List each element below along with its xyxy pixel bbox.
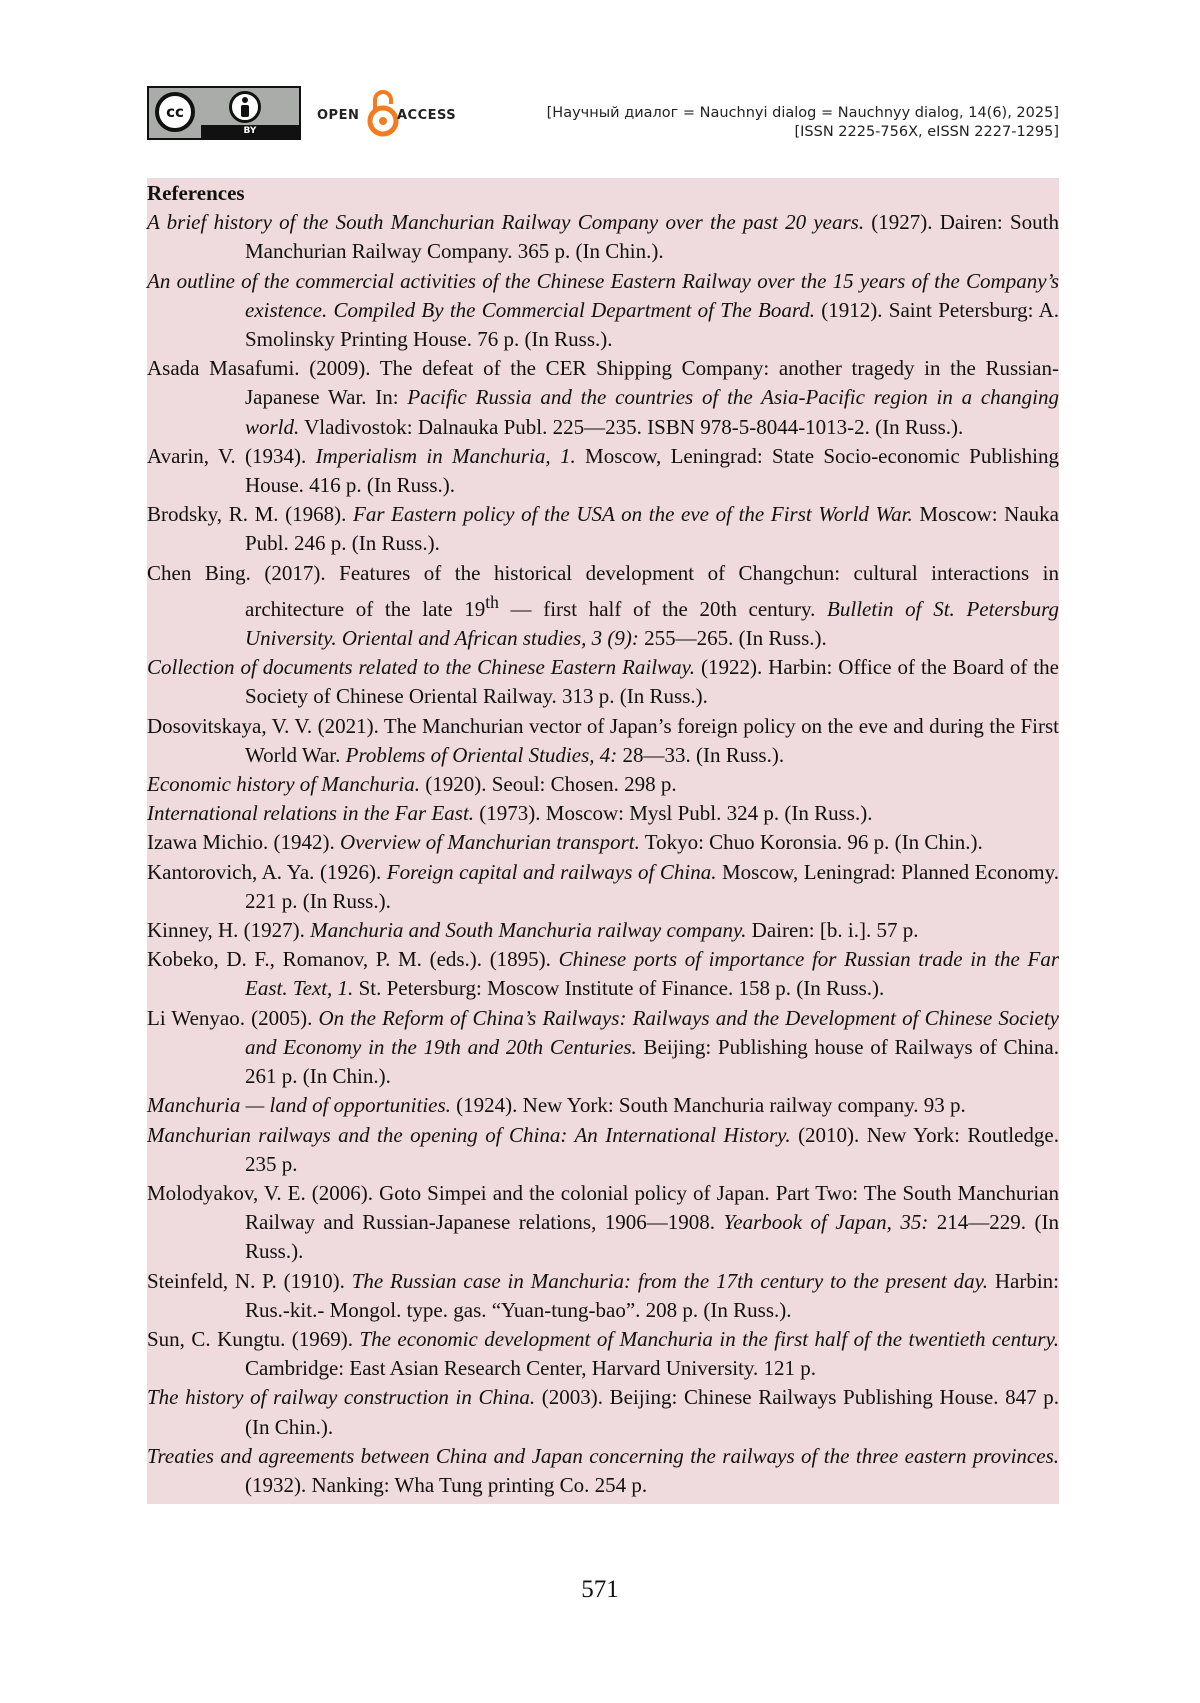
- reference-title-italic: International relations in the Far East.: [147, 801, 475, 826]
- reference-text: Steinfeld, N. P. (1910).: [147, 1268, 352, 1293]
- reference-text: Beijing: Publishing house of Railways of China. 261 p. (In Chin.).: [245, 1034, 1059, 1089]
- reference-entry: [147, 1442, 1059, 1500]
- journal-citation: [547, 104, 1059, 142]
- reference-entry: [147, 858, 1059, 916]
- reference-entry: [147, 799, 1059, 828]
- reference-entry: [147, 1091, 1059, 1120]
- reference-entry: [147, 1267, 1059, 1325]
- reference-text: Moscow, Leningrad: State Socio-economic Publishing House. 416 p. (In Russ.).: [245, 443, 1059, 498]
- reference-text: 214—229. (In Russ.).: [245, 1210, 1059, 1264]
- issn-line: [ISSN 2225-756X, eISSN 2227-1295]: [794, 124, 1059, 140]
- reference-entry: [147, 500, 1059, 558]
- reference-title-italic: Bulletin of St. Petersburg University. Oriental and African studies, 3 (9):: [245, 596, 1059, 651]
- reference-title-italic: Manchuria — land of opportunities.: [147, 1093, 451, 1118]
- reference-entry: [147, 712, 1059, 770]
- reference-superscript: th: [485, 591, 499, 612]
- reference-text: (1932). Nanking: Wha Tung printing Co. 254 p.: [245, 1472, 648, 1497]
- access-label: ACCESS: [397, 108, 457, 123]
- reference-text: Kinney, H. (1927).: [147, 918, 311, 943]
- reference-entry: [147, 916, 1059, 945]
- reference-title-italic: Overview of Manchurian transport.: [340, 830, 640, 855]
- reference-entry: [147, 1325, 1059, 1383]
- reference-text: Cambridge: East Asian Research Center, Harvard University. 121 p.: [245, 1356, 817, 1381]
- attribution-icon: [229, 91, 261, 123]
- open-access-logo: [317, 86, 467, 140]
- reference-text: St. Petersburg: Moscow Institute of Finance. 158 p. (In Russ.).: [353, 976, 885, 1001]
- cc-by-license-badge[interactable]: [147, 86, 301, 140]
- reference-title-italic: Problems of Oriental Studies, 4:: [345, 742, 618, 767]
- reference-title-italic: Yearbook of Japan, 35:: [723, 1210, 929, 1235]
- reference-entry: [147, 945, 1059, 1003]
- reference-title-italic: On the Reform of China’s Railways: Railways and the Development of Chinese Society and Economy in the 19th and 20th Centuries.: [245, 1005, 1059, 1059]
- reference-text: Dairen: [b. i.]. 57 p.: [746, 918, 919, 943]
- reference-entry: [147, 770, 1059, 799]
- reference-title-italic: An outline of the commercial activities of the Chinese Eastern Railway over the 15 years of the Company’s existence. Compiled By the Commercial Department of The Board.: [147, 268, 1059, 322]
- reference-text: Li Wenyao. (2005).: [147, 1005, 319, 1030]
- reference-text: 28—33. (In Russ.).: [617, 742, 785, 767]
- reference-entry: [147, 1383, 1059, 1441]
- reference-text: Vladivostok: Dalnauka Publ. 225—235. ISBN 978-5-8044-1013-2. (In Russ.).: [299, 414, 964, 439]
- reference-text: (1924). New York: South Manchuria railway company. 93 p.: [450, 1093, 966, 1118]
- reference-text: — first half of the 20th century.: [498, 596, 828, 621]
- reference-text: (2003). Beijing: Chinese Railways Publishing House. 847 p. (In Chin.).: [245, 1385, 1059, 1439]
- reference-title-italic: Collection of documents related to the Chinese Eastern Railway.: [147, 655, 695, 680]
- reference-text: Avarin, V. (1934).: [147, 443, 316, 468]
- reference-text: Tokyo: Chuo Koronsia. 96 p. (In Chin.).: [639, 830, 983, 855]
- reference-title-italic: The Russian case in Manchuria: from the 17th century to the present day.: [351, 1268, 989, 1293]
- references-section: [147, 178, 1059, 1504]
- reference-text: Moscow, Leningrad: Planned Economy. 221 p. (In Russ.).: [245, 859, 1060, 913]
- journal-line: [Научный диалог = Nauchnyi dialog = Nauchnyy dialog, 14(6), 2025]: [546, 105, 1059, 121]
- page-number: 571: [581, 1576, 619, 1603]
- reference-text: Asada Masafumi. (2009). The defeat of the CER Shipping Company: another tragedy in the Russian-Japanese War. In:: [147, 356, 1059, 410]
- references-title: References: [147, 181, 245, 205]
- reference-title-italic: Foreign capital and railways of China.: [386, 859, 717, 884]
- page-header: [147, 86, 1059, 144]
- reference-text: Chen Bing. (2017). Features of the historical development of Changchun: cultural interactions in architecture of the late 19: [147, 560, 1059, 621]
- reference-title-italic: Manchurian railways and the opening of China: An International History.: [147, 1122, 791, 1147]
- creative-commons-icon: cc: [155, 92, 195, 132]
- reference-entry: [147, 653, 1059, 711]
- reference-text: Sun, C. Kungtu. (1969).: [147, 1326, 360, 1351]
- reference-entry: [147, 1121, 1059, 1179]
- reference-title-italic: Pacific Russia and the countries of the Asia-Pacific region in a changing world.: [245, 385, 1059, 439]
- reference-text: Moscow: Nauka Publ. 246 p. (In Russ.).: [245, 502, 1059, 556]
- reference-title-italic: Far Eastern policy of the USA on the eve of the First World War.: [353, 502, 913, 527]
- reference-title-italic: Chinese ports of importance for Russian trade in the Far East. Text, 1.: [245, 947, 1060, 1001]
- reference-entry: [147, 354, 1059, 442]
- reference-entry: [147, 208, 1059, 266]
- reference-text: Dosovitskaya, V. V. (2021). The Manchurian vector of Japan’s foreign policy on the eve and during the First World War.: [147, 713, 1059, 767]
- reference-entry: [147, 267, 1059, 355]
- reference-text: Kobeko, D. F., Romanov, P. M. (eds.). (1895).: [147, 947, 559, 972]
- reference-entry: [147, 1179, 1059, 1267]
- reference-title-italic: The history of railway construction in China.: [147, 1385, 536, 1410]
- reference-text: 255—265. (In Russ.).: [638, 626, 827, 651]
- reference-text: (2010). New York: Routledge. 235 p.: [245, 1122, 1059, 1176]
- reference-list: [147, 208, 1059, 1500]
- reference-text: (1927). Dairen: South Manchurian Railway Company. 365 p. (In Chin.).: [245, 210, 1059, 264]
- reference-entry: [147, 1004, 1059, 1092]
- reference-text: (1912). Saint Petersburg: A. Smolinsky Printing House. 76 p. (In Russ.).: [245, 297, 1059, 352]
- reference-entry: [147, 442, 1059, 500]
- reference-text: Brodsky, R. M. (1968).: [147, 502, 354, 527]
- reference-text: Harbin: Rus.-kit.- Mongol. type. gas. “Yuan-tung-bao”. 208 p. (In Russ.).: [245, 1268, 1060, 1322]
- reference-title-italic: Treaties and agreements between China and Japan concerning the railways of the three eastern provinces.: [147, 1443, 1059, 1468]
- reference-entry: [147, 828, 1059, 857]
- reference-title-italic: Imperialism in Manchuria, 1.: [315, 443, 576, 468]
- by-label: BY: [201, 125, 299, 138]
- reference-text: Kantorovich, A. Ya. (1926).: [147, 859, 387, 884]
- reference-text: Molodyakov, V. E. (2006). Goto Simpei and the colonial policy of Japan. Part Two: The South Manchurian Railway and Russian-Japanese relations, 1906—1908.: [147, 1180, 1059, 1235]
- reference-entry: [147, 559, 1059, 654]
- reference-text: Izawa Michio. (1942).: [147, 830, 341, 855]
- reference-text: (1922). Harbin: Office of the Board of the Society of Chinese Oriental Railway. 313 p. (In Russ.).: [245, 655, 1059, 709]
- reference-title-italic: The economic development of Manchuria in the first half of the twentieth century.: [359, 1326, 1059, 1351]
- open-access-lock-icon: [366, 86, 400, 138]
- reference-title-italic: Manchuria and South Manchuria railway company.: [310, 918, 747, 943]
- reference-text: (1973). Moscow: Mysl Publ. 324 p. (In Russ.).: [474, 801, 873, 826]
- reference-text: (1920). Seoul: Chosen. 298 p.: [419, 772, 677, 797]
- open-label: OPEN: [317, 108, 360, 123]
- reference-title-italic: A brief history of the South Manchurian Railway Company over the past 20 years.: [147, 210, 865, 235]
- reference-title-italic: Economic history of Manchuria.: [147, 772, 420, 797]
